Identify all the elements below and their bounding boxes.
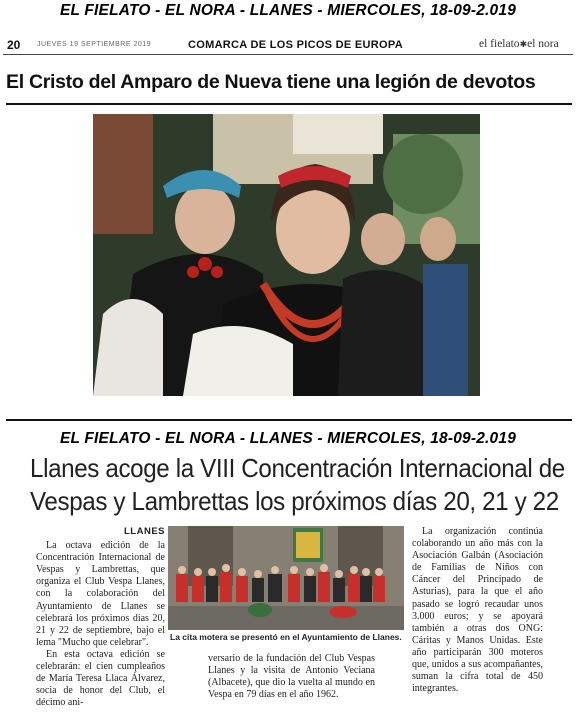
section-title: COMARCA DE LOS PICOS DE EUROPA [188, 39, 403, 51]
page-date: JUEVES 19 SEPTIEMBRE 2019 [37, 41, 152, 48]
article2-photo [168, 526, 404, 630]
article1-photo [93, 114, 480, 396]
article2-headline [30, 452, 565, 518]
article2-col1-paragraph-1: La octava edición de la Concentración Internacional de Vespas y Lambrettas, que organiza el Club Vespa Llanes, con la colaboración del Ayuntamiento de Llanes se celebrará los próximos días 20, 21 y 22 de septiembre, bajo el lema "Mucho que celebrar". [36, 540, 165, 648]
article1-headline: El Cristo del Amparo de Nueva tiene una legión de devotos [6, 71, 536, 93]
article2-headline-line1: Llanes acoge la VIII Concentración Internacional de [30, 453, 565, 483]
article2-col1-paragraph-2: En esta octava edición se celebrarán: el cien cumpleaños de María Teresa Llaca Álvarez, socia de honor del Club, el décimo ani- [36, 648, 165, 709]
page-header-strip [3, 38, 573, 55]
article2-col3-paragraph: La organización continúa colaborando un año más con la Asociación Galbán (Asociación de Familias de Niños con Cáncer del Principado de Asturias), para la que el año pasado se logró recaudar unos 3.000 euros; y se apoyará también a otras dos ONG: Cáritas y Manos Unidas. Este año participarán 300 moteros que, unidos a sus acompañantes, suman la cifra total de 450 integrantes. [412, 526, 543, 695]
headline-rule [6, 103, 572, 105]
newspaper-banner-middle: EL FIELATO - EL NORA - LLANES - MIERCOLES, 18-09-2.019 [59, 430, 517, 447]
article2-col2-paragraph: versario de la fundación del Club Vespas Llanes y la visita de Antonio Veciana (Albacete), que dio la vuelta al mundo en Vespa en 79 días en el año 1962. [208, 653, 375, 701]
newspaper-banner-top: EL FIELATO - EL NORA - LLANES - MIERCOLES, 18-09-2.019 [59, 2, 517, 19]
article2-column-3 [412, 526, 543, 695]
article2-photo-caption: La cita motera se presentó en el Ayuntamiento de Llanes. [170, 632, 402, 642]
section-divider [6, 419, 572, 421]
article2-column-1 [36, 526, 165, 709]
newspaper-logo: el fielato✱el nora [479, 38, 559, 50]
article2-headline-line2: Vespas y Lambrettas los próximos días 20, 21 y 22 [30, 486, 559, 516]
article2-byline: LLANES [124, 526, 165, 537]
page-number: 20 [7, 38, 21, 52]
article2-column-2 [208, 653, 375, 701]
